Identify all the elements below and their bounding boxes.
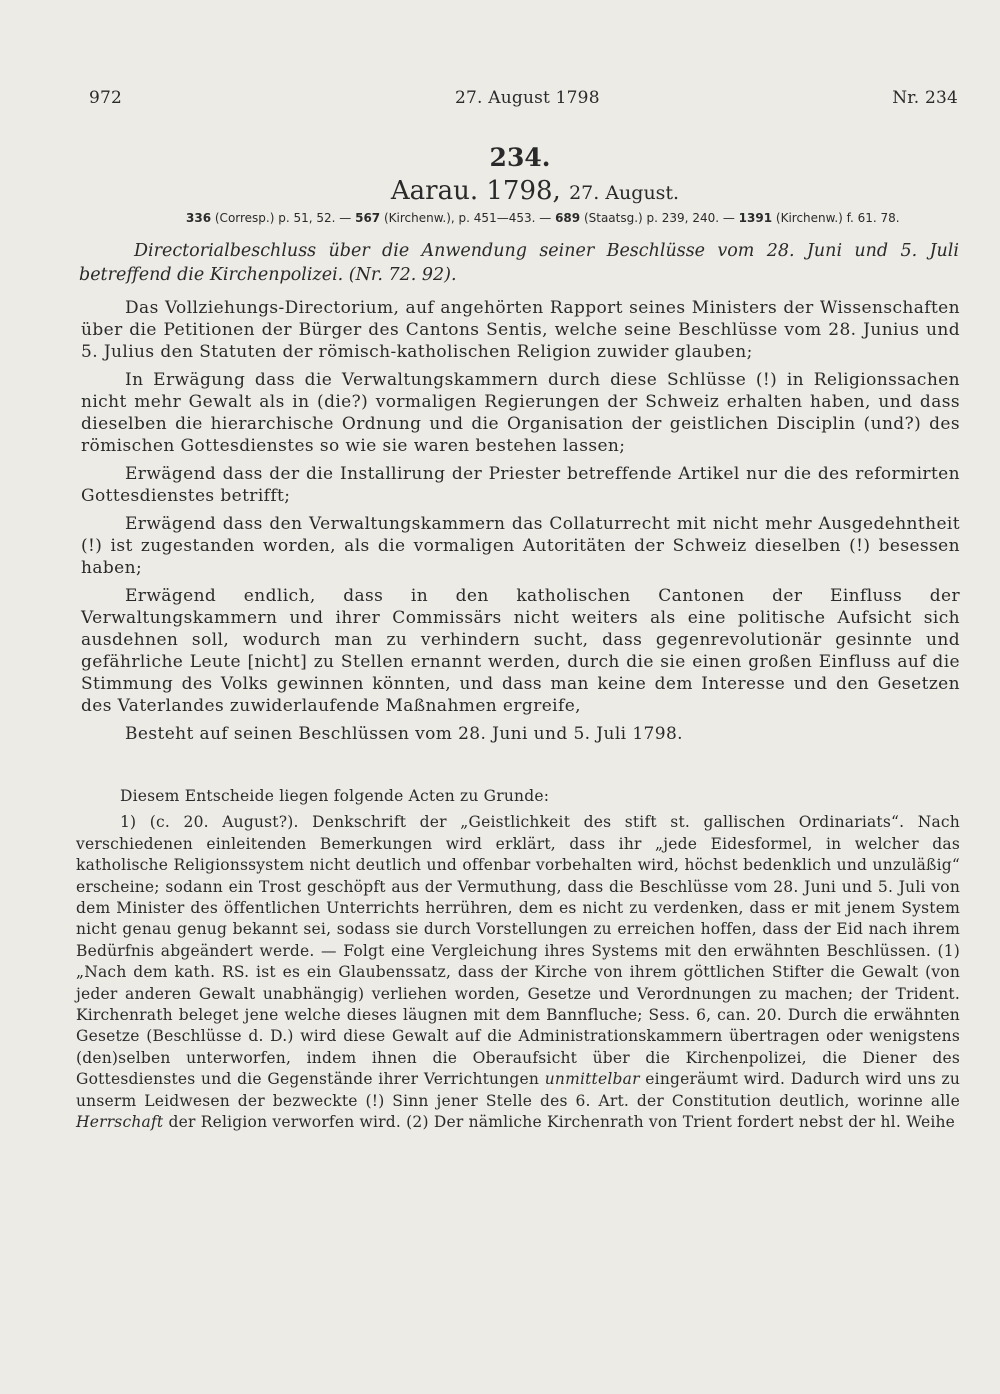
place-date-line [0,176,1000,206]
main-text [81,297,960,751]
document-title: Directorialbeschluss über die Anwendung seiner Beschlüsse vom 28. Juni und 5. Juli betreffend die Kirchenpolizei. (Nr. 72. 92). [79,241,959,285]
paragraph: Erwägend dass der die Installirung der Priester betreffende Artikel nur die des reformirten Gottesdienstes betrifft; [81,464,960,506]
place: Aarau. [390,176,479,206]
document-number: 234. [489,143,551,172]
reference: 567 (Kirchenw.), p. 451—453. — [355,211,556,225]
running-header-date: 27. August 1798 [455,88,600,108]
reference: 689 (Staatsg.) p. 239, 240. — [555,211,739,225]
paragraph: Erwägend endlich, dass in den katholischen Cantonen der Einfluss der Verwaltungskammern und ihrer Commissärs nicht weiters als eine politische Aufsicht sich ausdehnen soll, wodurch man zu verhindern sucht, dass gegenrevolutionär gesinnte und gefährliche Leute [nicht] zu Stellen ernannt werden, durch die sie einen großen Einfluss auf die Stimmung des Volks gewinnen könnten, und dass man keine dem Interesse und den Gesetzen des Vaterlandes zuwiderlaufende Maßnahmen ergreife, [81,586,960,716]
date: 27. August. [569,182,680,204]
paragraph: Erwägend dass den Verwaltungskammern das Collaturrecht mit nicht mehr Ausgedehntheit (!) ist zugestanden worden, als die vormaligen Autoritäten der Schweiz dieselben (!) besessen haben; [81,514,960,578]
paragraph: Besteht auf seinen Beschlüssen vom 28. Juni und 5. Juli 1798. [125,724,683,744]
running-header-number: Nr. 234 [892,88,958,108]
archive-references [186,211,900,225]
paragraph: Das Vollziehungs-Directorium, auf angehörten Rapport seines Ministers der Wissenschaften über die Petitionen der Bürger des Cantons Sentis, welche seine Beschlüsse vom 28. Junius und 5. Julius den Statuten der römisch-katholischen Religion zuwider glauben; [81,298,960,362]
notes-section [76,786,960,1139]
reference: 1391 (Kirchenw.) f. 61. 78. [738,211,900,225]
paragraph: In Erwägung dass die Verwaltungskammern durch diese Schlüsse (!) in Religionssachen nicht mehr Gewalt als in (die?) vormaligen Regierungen der Schweiz erhalten haben, und dass dieselben die hierarchische Ordnung und die Organisation der geistlichen Disciplin (und?) des römischen Gottesdienstes so wie sie waren bestehen lassen; [81,370,960,456]
page-number: 972 [89,88,123,108]
notes-intro: Diesem Entscheide liegen folgende Acten zu Grunde: [120,787,550,805]
year: 1798, [486,176,561,206]
note-1: 1) (c. 20. August?). Denkschrift der „Geistlichkeit des stift st. gallischen Ordinariats“. Nach verschiedenen einleitenden Bemerkungen wird erklärt, dass ihr „jede Eidesformel, in welcher das katholische Religionssystem nicht deutlich und offenbar vorbehalten wird, höchst bedenklich und unzuläßig“ erscheine; sodann ein Trost geschöpft aus der Vermuthung, dass die Beschlüsse vom 28. Juni und 5. Juli von dem Minister des öffentlichen Unterrichts herrühren, dem es nicht zu verdenken, dass er mit jenem System nicht genau genug bekannt sei, sodass sie durch Vorstellungen zu erreichen hoffen, dass der Eid nach ihrem Bedürfnis abgeändert werde. — Folgt eine Vergleichung ihres Systems mit den erwähnten Beschlüssen. (1) „Nach dem kath. RS. ist es ein Glaubenssatz, dass der Kirche von ihrem göttlichen Stifter die Gewalt (von jeder anderen Gewalt unabhängig) verliehen worden, Gesetze und Verordnungen zu machen; der Trident. Kirchenrath beleget jene welche dieses läugnen mit dem Bannfluche; Sess. 6, can. 20. Durch die erwähnten Gesetze (Beschlüsse d. D.) wird diese Gewalt auf die Administrationskammern übertragen oder wenigstens (den)selben unterworfen, indem ihnen die Oberaufsicht über die Kirchenpolizei, die Diener des Gottesdienstes und die Gegenstände ihrer Verrichtungen unmittelbar eingeräumt wird. Dadurch wird uns zu unserm Leidwesen der bezweckte (!) Sinn jener Stelle des 6. Art. der Constitution deutlich, worinne alle Herrschaft der Religion verworfen wird. (2) Der nämliche Kirchenrath von Trient fordert nebst der hl. Weihe [76,813,960,1132]
reference: 336 (Corresp.) p. 51, 52. — [186,211,356,225]
